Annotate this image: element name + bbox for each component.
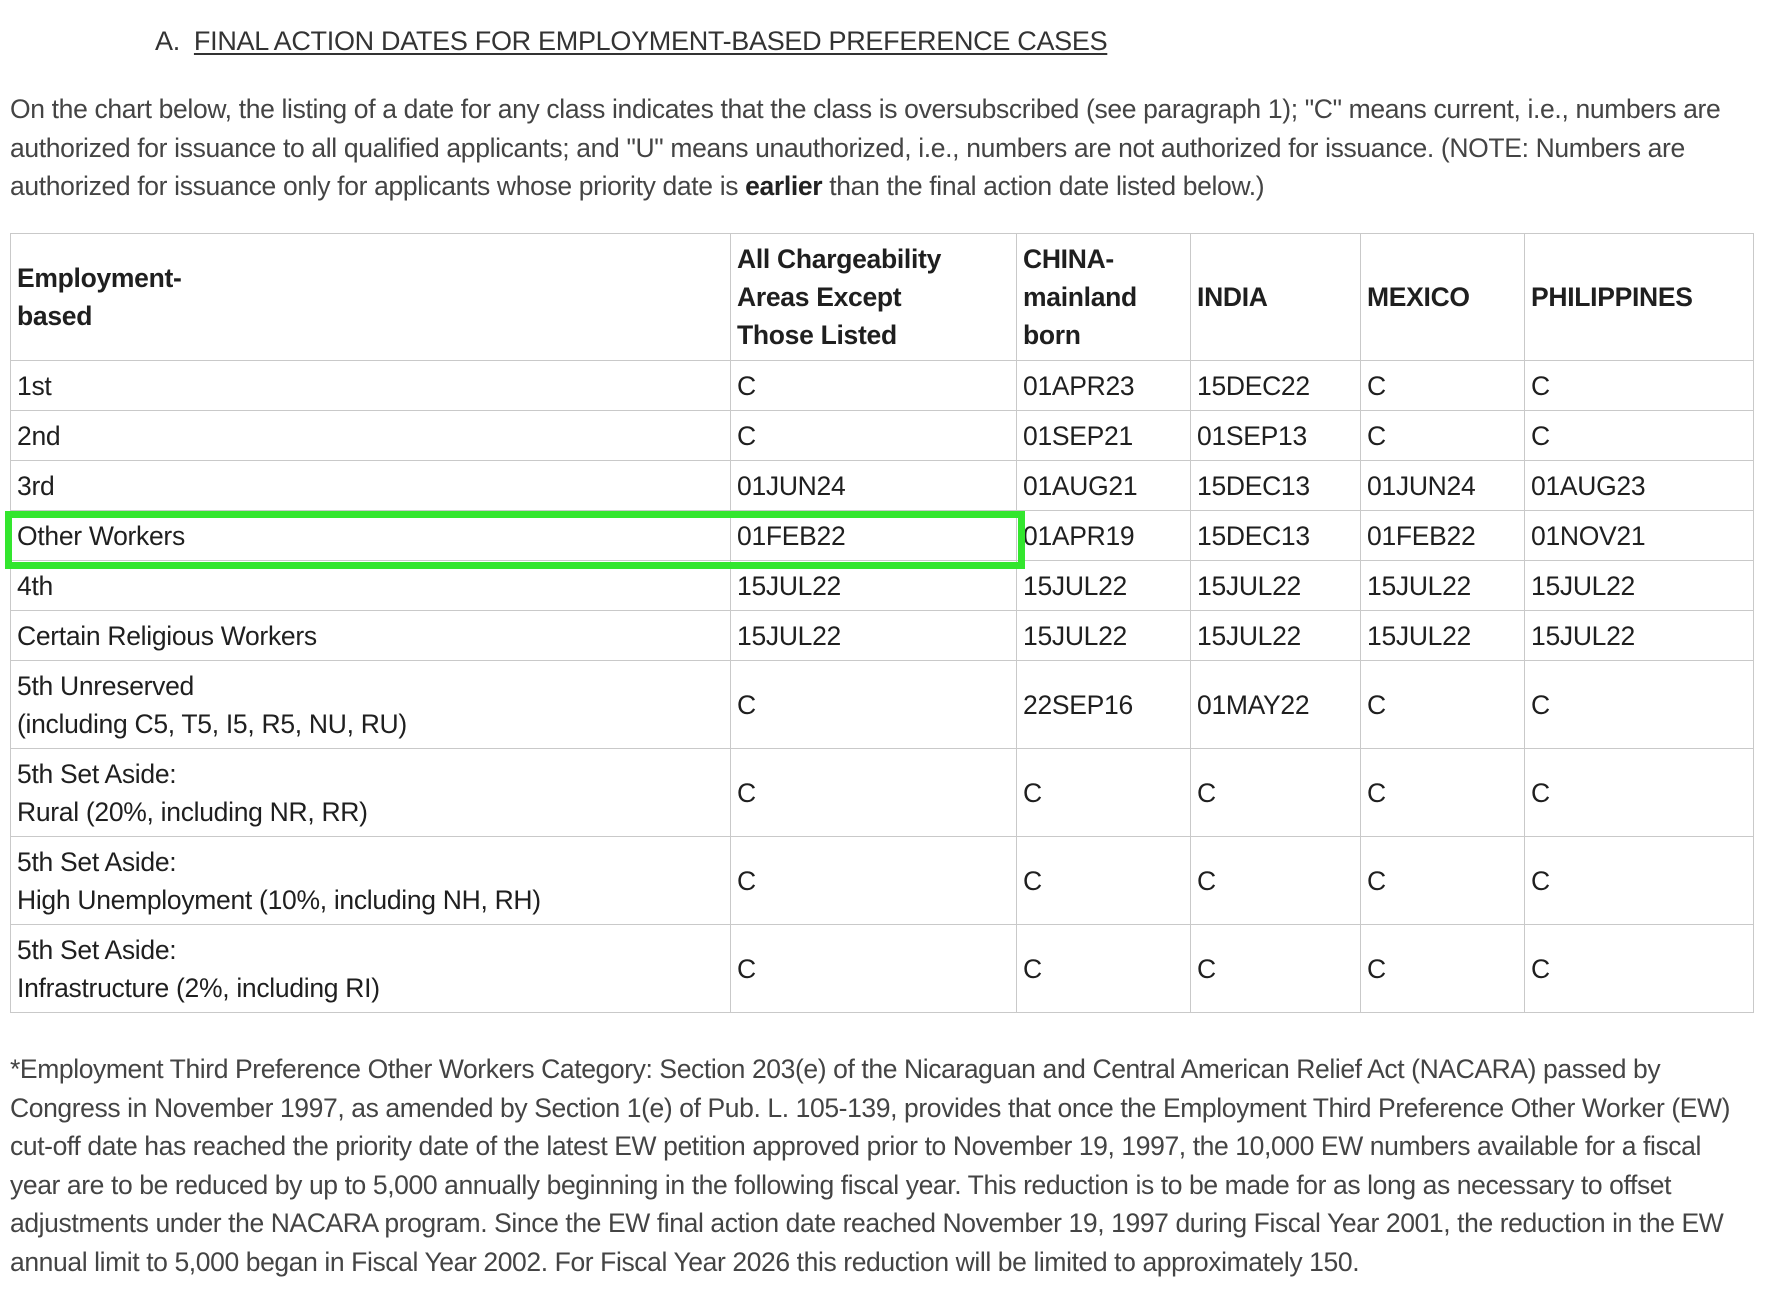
table-cell: C bbox=[731, 411, 1017, 461]
table-cell: 15JUL22 bbox=[1361, 561, 1525, 611]
header-india: INDIA bbox=[1191, 234, 1361, 361]
table-cell: 15JUL22 bbox=[1191, 611, 1361, 661]
table-cell: 15DEC13 bbox=[1191, 461, 1361, 511]
intro-paragraph bbox=[10, 90, 1750, 206]
row-category: 5th Unreserved (including C5, T5, I5, R5, NU, RU) bbox=[11, 661, 731, 749]
table-cell: C bbox=[1361, 411, 1525, 461]
table-cell: 15JUL22 bbox=[731, 611, 1017, 661]
table-cell: 15DEC22 bbox=[1191, 361, 1361, 411]
table-cell: 15JUL22 bbox=[1017, 611, 1191, 661]
table-row bbox=[11, 361, 1754, 411]
table-cell: 15JUL22 bbox=[1361, 611, 1525, 661]
row-category: 5th Set Aside: High Unemployment (10%, including NH, RH) bbox=[11, 837, 731, 925]
table-cell: 01MAY22 bbox=[1191, 661, 1361, 749]
table-header-row bbox=[11, 234, 1754, 361]
table-row bbox=[11, 461, 1754, 511]
section-title: FINAL ACTION DATES FOR EMPLOYMENT-BASED PREFERENCE CASES bbox=[193, 26, 1108, 56]
table-cell: 01JUN24 bbox=[1361, 461, 1525, 511]
row-category: 5th Set Aside: Infrastructure (2%, including RI) bbox=[11, 925, 731, 1013]
header-china: CHINA- mainland born bbox=[1017, 234, 1191, 361]
table-row bbox=[11, 511, 1754, 561]
table-cell: 01JUN24 bbox=[731, 461, 1017, 511]
table-cell: C bbox=[1191, 837, 1361, 925]
table-cell: C bbox=[1525, 925, 1754, 1013]
table-cell: 01NOV21 bbox=[1525, 511, 1754, 561]
table-cell: 01APR19 bbox=[1017, 511, 1191, 561]
table-cell: 01FEB22 bbox=[1361, 511, 1525, 561]
row-category: 5th Set Aside: Rural (20%, including NR, RR) bbox=[11, 749, 731, 837]
table-cell: 01SEP13 bbox=[1191, 411, 1361, 461]
table-cell: 15JUL22 bbox=[1525, 611, 1754, 661]
table-cell: C bbox=[1361, 837, 1525, 925]
table-cell: 15JUL22 bbox=[731, 561, 1017, 611]
header-mexico: MEXICO bbox=[1361, 234, 1525, 361]
intro-emphasis: earlier bbox=[745, 171, 823, 201]
header-employment-based: Employment- based bbox=[11, 234, 731, 361]
table-cell: C bbox=[1361, 661, 1525, 749]
row-category: Other Workers bbox=[11, 511, 731, 561]
table-cell: C bbox=[1525, 361, 1754, 411]
header-all-chargeability: All Chargeability Areas Except Those Listed bbox=[731, 234, 1017, 361]
section-letter: A. bbox=[155, 26, 180, 56]
table-cell: C bbox=[731, 925, 1017, 1013]
table-cell: C bbox=[1525, 749, 1754, 837]
table-row bbox=[11, 925, 1754, 1013]
table-cell: C bbox=[731, 361, 1017, 411]
table-cell: C bbox=[731, 837, 1017, 925]
table-cell: C bbox=[1017, 749, 1191, 837]
footnote: *Employment Third Preference Other Workers Category: Section 203(e) of the Nicaraguan and Central American Relief Act (NACARA) passed by Congress in November 1997, as amended by Section 1(e) of Pub. L. 105-139, provides that once the Employment Third Preference Other Worker (EW) cut-off date has reached the priority date of the latest EW petition approved prior to November 19, 1997, the 10,000 EW numbers available for a fiscal year are to be reduced by up to 5,000 annually beginning in the following fiscal year. This reduction is to be made for as long as necessary to offset adjustments under the NACARA program. Since the EW final action date reached November 19, 1997 during Fiscal Year 2001, the reduction in the EW annual limit to 5,000 began in Fiscal Year 2002. For Fiscal Year 2026 this reduction will be limited to approximately 150. bbox=[10, 1054, 1731, 1277]
table-cell: C bbox=[1361, 361, 1525, 411]
row-category: 4th bbox=[11, 561, 731, 611]
table-cell: C bbox=[731, 661, 1017, 749]
table-cell: 15DEC13 bbox=[1191, 511, 1361, 561]
section-heading bbox=[155, 26, 1107, 57]
table-cell: C bbox=[1525, 837, 1754, 925]
row-category: Certain Religious Workers bbox=[11, 611, 731, 661]
intro-text-end: than the final action date listed below.) bbox=[822, 171, 1265, 201]
table-cell: 15JUL22 bbox=[1525, 561, 1754, 611]
table-row bbox=[11, 411, 1754, 461]
intro-text-start: On the chart below, the listing of a date for any class indicates that the class is oversubscribed (see paragraph 1); "C" means current, i.e., numbers are authorized for issuance to all qualified applicants; and "U" means unauthorized, i.e., numbers are not authorized for issuance. (NOTE: Numbers are authorized for issuance only for applicants whose priority date is bbox=[10, 94, 1721, 201]
table-row bbox=[11, 661, 1754, 749]
final-action-dates-table bbox=[10, 233, 1754, 1013]
row-category: 3rd bbox=[11, 461, 731, 511]
row-category: 1st bbox=[11, 361, 731, 411]
table-cell: 15JUL22 bbox=[1017, 561, 1191, 611]
table-cell: C bbox=[1017, 837, 1191, 925]
table-cell: C bbox=[1361, 925, 1525, 1013]
table-cell: 15JUL22 bbox=[1191, 561, 1361, 611]
table-row bbox=[11, 611, 1754, 661]
table-cell: C bbox=[731, 749, 1017, 837]
table-cell: C bbox=[1361, 749, 1525, 837]
table-cell: 22SEP16 bbox=[1017, 661, 1191, 749]
table-row bbox=[11, 749, 1754, 837]
table-cell: 01AUG21 bbox=[1017, 461, 1191, 511]
row-category: 2nd bbox=[11, 411, 731, 461]
table-cell: C bbox=[1017, 925, 1191, 1013]
table-cell: 01FEB22 bbox=[731, 511, 1017, 561]
table-cell: 01SEP21 bbox=[1017, 411, 1191, 461]
table-row bbox=[11, 561, 1754, 611]
table-cell: C bbox=[1191, 925, 1361, 1013]
table-cell: C bbox=[1525, 661, 1754, 749]
table-cell: 01APR23 bbox=[1017, 361, 1191, 411]
table-cell: C bbox=[1191, 749, 1361, 837]
header-philippines: PHILIPPINES bbox=[1525, 234, 1754, 361]
table-row bbox=[11, 837, 1754, 925]
table-body bbox=[11, 361, 1754, 1013]
table-cell: C bbox=[1525, 411, 1754, 461]
table-cell: 01AUG23 bbox=[1525, 461, 1754, 511]
